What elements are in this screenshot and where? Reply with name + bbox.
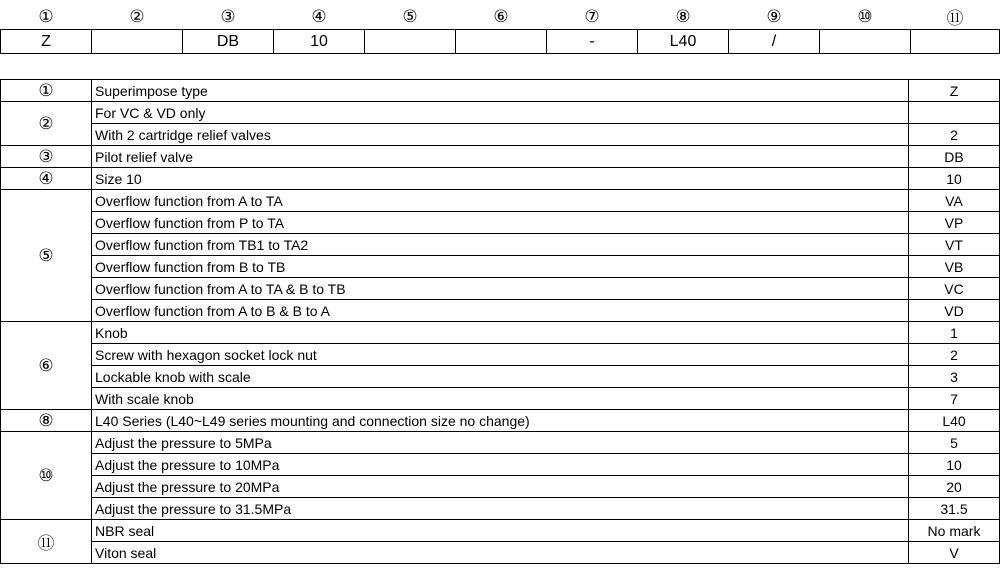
code-cell (911, 30, 1000, 54)
position-number: ⑤ (402, 6, 418, 26)
spec-row (1, 80, 1000, 102)
spec-position-number: ⑤ (1, 190, 92, 322)
position-number-row (1, 4, 1000, 30)
spec-row (1, 212, 1000, 234)
position-number: ⑦ (584, 6, 600, 26)
position-number: ⑪ (946, 9, 964, 28)
spec-description: With 2 cartridge relief valves (92, 124, 909, 146)
spec-code: 1 (909, 322, 1000, 344)
order-code-table (0, 4, 1000, 54)
spec-description: Adjust the pressure to 10MPa (92, 454, 909, 476)
spec-position-number: ④ (1, 168, 92, 190)
spec-code: VP (909, 212, 1000, 234)
spec-description: Superimpose type (92, 80, 909, 102)
spec-code: VC (909, 278, 1000, 300)
spec-description: Overflow function from TB1 to TA2 (92, 234, 909, 256)
spec-row (1, 168, 1000, 190)
code-cell: 10 (274, 30, 365, 54)
code-cell: Z (1, 30, 92, 54)
spec-description: Overflow function from A to TA (92, 190, 909, 212)
code-cell (365, 30, 456, 54)
position-number: ⑧ (675, 6, 691, 26)
spec-row (1, 322, 1000, 344)
spec-description: Size 10 (92, 168, 909, 190)
spec-row (1, 520, 1000, 542)
spec-row (1, 498, 1000, 520)
spec-code: L40 (909, 410, 1000, 432)
spec-row (1, 278, 1000, 300)
spec-description: With scale knob (92, 388, 909, 410)
spec-code: Z (909, 80, 1000, 102)
spec-code: 5 (909, 432, 1000, 454)
spec-row (1, 454, 1000, 476)
spec-position-number: ⑪ (1, 520, 92, 564)
spec-code: VB (909, 256, 1000, 278)
spec-position-number: ⑥ (1, 322, 92, 410)
code-cell (820, 30, 911, 54)
spec-description: Overflow function from A to B & B to A (92, 300, 909, 322)
spec-position-number: ⑧ (1, 410, 92, 432)
order-code-row (1, 30, 1000, 54)
spec-row (1, 190, 1000, 212)
spec-description: Viton seal (92, 542, 909, 564)
code-cell: DB (183, 30, 274, 54)
spec-code: 2 (909, 124, 1000, 146)
position-number: ③ (220, 6, 236, 26)
spec-code: 7 (909, 388, 1000, 410)
spec-description: Adjust the pressure to 5MPa (92, 432, 909, 454)
specification-table (0, 79, 1000, 564)
code-cell (456, 30, 547, 54)
position-number: ⑩ (857, 6, 873, 26)
spec-code: 31.5 (909, 498, 1000, 520)
spec-description: Pilot relief valve (92, 146, 909, 168)
spec-description: Knob (92, 322, 909, 344)
spec-description: Overflow function from P to TA (92, 212, 909, 234)
spec-description: Screw with hexagon socket lock nut (92, 344, 909, 366)
spec-code: VA (909, 190, 1000, 212)
spec-description: Adjust the pressure to 31.5MPa (92, 498, 909, 520)
code-cell: - (547, 30, 638, 54)
spec-row (1, 410, 1000, 432)
spec-code: 2 (909, 344, 1000, 366)
code-cell (92, 30, 183, 54)
spec-description: Overflow function from B to TB (92, 256, 909, 278)
spec-code: 20 (909, 476, 1000, 498)
spec-code: VD (909, 300, 1000, 322)
spec-description: L40 Series (L40~L49 series mounting and connection size no change) (92, 410, 909, 432)
spec-code: 10 (909, 454, 1000, 476)
spec-row (1, 542, 1000, 564)
spec-row (1, 388, 1000, 410)
position-number: ⑨ (766, 6, 782, 26)
spec-code: VT (909, 234, 1000, 256)
spec-row (1, 300, 1000, 322)
code-cell: / (729, 30, 820, 54)
spec-position-number: ③ (1, 146, 92, 168)
spec-row (1, 476, 1000, 498)
spec-code: 10 (909, 168, 1000, 190)
spec-description: Overflow function from A to TA & B to TB (92, 278, 909, 300)
spec-row (1, 102, 1000, 124)
spec-position-number: ① (1, 80, 92, 102)
spec-row (1, 432, 1000, 454)
spec-row (1, 124, 1000, 146)
spec-code: V (909, 542, 1000, 564)
position-number: ⑥ (493, 6, 509, 26)
spec-code: 3 (909, 366, 1000, 388)
spec-description: For VC & VD only (92, 102, 909, 124)
spec-description: Lockable knob with scale (92, 366, 909, 388)
spec-code: DB (909, 146, 1000, 168)
position-number: ② (129, 6, 145, 26)
position-number: ① (38, 6, 54, 26)
spec-description: NBR seal (92, 520, 909, 542)
spec-row (1, 256, 1000, 278)
spec-position-number: ② (1, 102, 92, 146)
code-cell: L40 (638, 30, 729, 54)
spec-position-number: ⑩ (1, 432, 92, 520)
spec-code: No mark (909, 520, 1000, 542)
position-number: ④ (311, 6, 327, 26)
spec-row (1, 344, 1000, 366)
spec-code (909, 102, 1000, 124)
spec-row (1, 234, 1000, 256)
spec-description: Adjust the pressure to 20MPa (92, 476, 909, 498)
spec-row (1, 146, 1000, 168)
spec-row (1, 366, 1000, 388)
